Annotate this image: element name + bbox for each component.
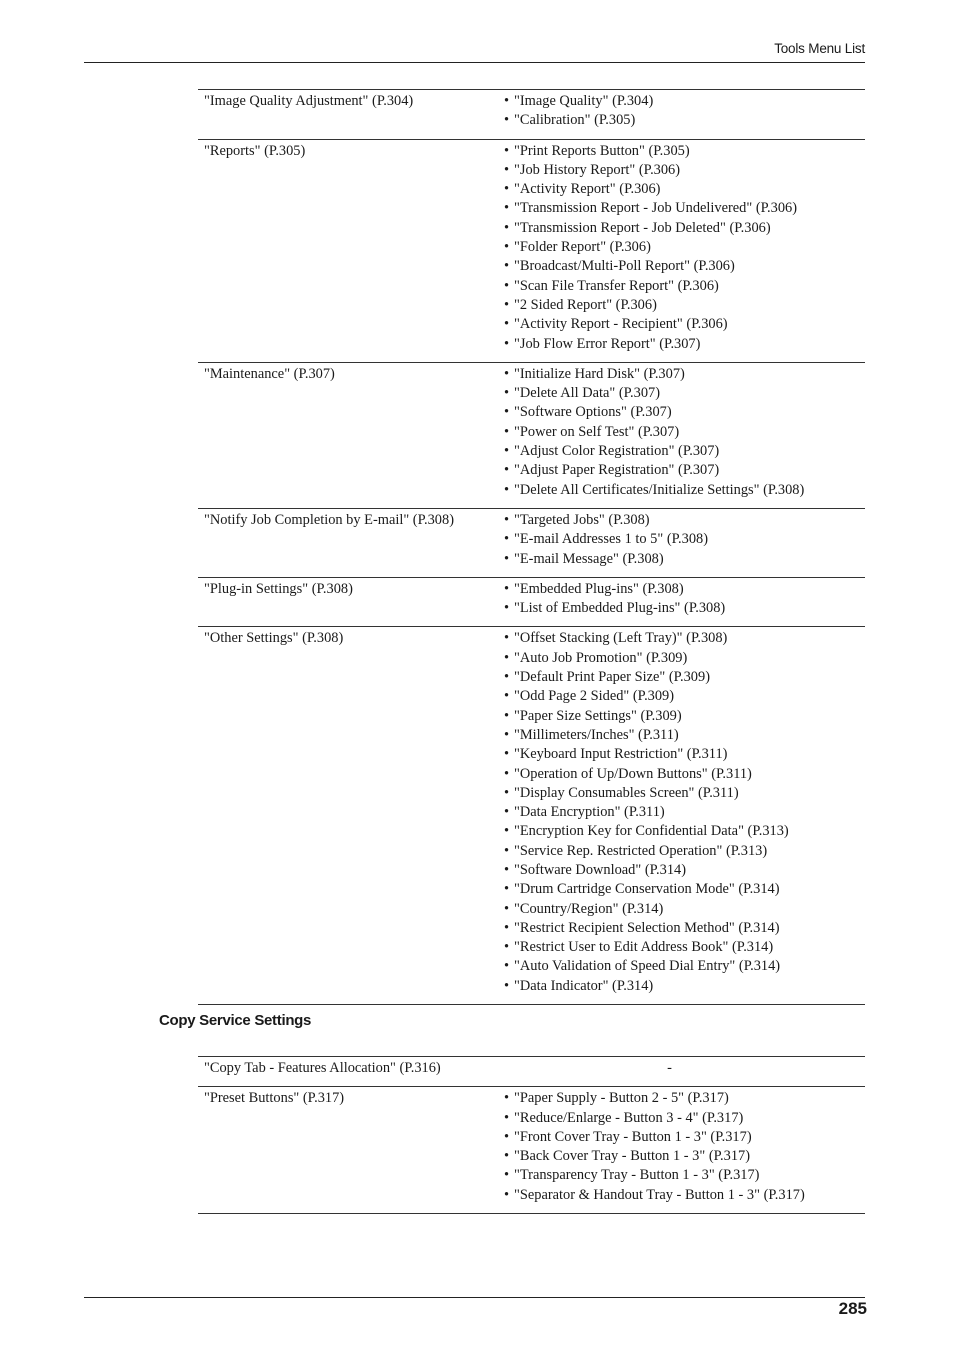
value-cell: - [667,1060,672,1076]
list-item: • "List of Embedded Plug-ins" (P.308) [504,599,865,618]
list-item: • "Data Encryption" (P.311) [504,803,865,822]
list-item: • "Transparency Tray - Button 1 - 3" (P.317) [504,1166,865,1185]
sub-items-cell [504,1087,865,1214]
list-item: • "Image Quality" (P.304) [504,92,865,111]
sub-items-cell [504,139,865,362]
footer-rule [84,1297,865,1298]
list-item: • "Restrict Recipient Selection Method" (P.314) [504,919,865,938]
sub-items-cell [504,90,865,140]
list-item: • "Drum Cartridge Conservation Mode" (P.314) [504,880,865,899]
list-item: • "Paper Supply - Button 2 - 5" (P.317) [504,1089,865,1108]
running-header: Tools Menu List [774,41,865,56]
list-item: • "Paper Size Settings" (P.309) [504,707,865,726]
list-item: • "Front Cover Tray - Button 1 - 3" (P.317) [504,1128,865,1147]
list-item: • "Offset Stacking (Left Tray)" (P.308) [504,629,865,648]
list-item: • "Calibration" (P.305) [504,111,865,130]
copy-service-settings-table [198,1056,865,1214]
sub-items-cell [504,577,865,627]
list-item: • "Transmission Report - Job Deleted" (P.306) [504,219,865,238]
list-item: • "Back Cover Tray - Button 1 - 3" (P.317) [504,1147,865,1166]
list-item: • "Restrict User to Edit Address Book" (P.314) [504,938,865,957]
table-row [198,508,865,577]
page-number: 285 [838,1299,867,1318]
table-row [198,577,865,627]
list-item: • "Embedded Plug-ins" (P.308) [504,580,865,599]
setting-name-cell: "Reports" (P.305) [204,142,306,159]
section-title: Copy Service Settings [159,1012,312,1029]
list-item: • "Data Indicator" (P.314) [504,977,865,996]
list-item: • "Activity Report" (P.306) [504,180,865,199]
table-row [198,1087,865,1214]
list-item: • "Print Reports Button" (P.305) [504,142,865,161]
list-item: • "Adjust Color Registration" (P.307) [504,442,865,461]
list-item: • "Activity Report - Recipient" (P.306) [504,315,865,334]
sub-item-list [504,365,865,500]
header-rule [84,62,865,63]
tools-menu-table [198,89,865,1005]
list-item: • "Reduce/Enlarge - Button 3 - 4" (P.317) [504,1109,865,1128]
setting-name-cell: "Other Settings" (P.308) [204,630,344,647]
list-item: • "Targeted Jobs" (P.308) [504,511,865,530]
list-item: • "Millimeters/Inches" (P.311) [504,726,865,745]
table-row [198,90,865,140]
table-row [198,627,865,1005]
list-item: • "Display Consumables Screen" (P.311) [504,784,865,803]
list-item: • "Country/Region" (P.314) [504,900,865,919]
sub-item-list [504,1089,865,1205]
setting-name-cell: "Plug-in Settings" (P.308) [204,580,353,597]
sub-item-list [504,511,865,569]
setting-name-cell: "Preset Buttons" (P.317) [204,1090,345,1107]
list-item: • "E-mail Addresses 1 to 5" (P.308) [504,530,865,549]
list-item: • "Adjust Paper Registration" (P.307) [504,461,865,480]
setting-name-cell: "Image Quality Adjustment" (P.304) [204,93,414,109]
list-item: • "Keyboard Input Restriction" (P.311) [504,745,865,764]
list-item: • "Broadcast/Multi-Poll Report" (P.306) [504,257,865,276]
list-item: • "Software Options" (P.307) [504,403,865,422]
sub-item-list [504,580,865,619]
list-item: • "Power on Self Test" (P.307) [504,423,865,442]
list-item: • "Job History Report" (P.306) [504,161,865,180]
sub-item-list [504,142,865,354]
list-item: • "Transmission Report - Job Undelivered" (P.306) [504,199,865,218]
list-item: • "Auto Validation of Speed Dial Entry" (P.314) [504,957,865,976]
list-item: • "Scan File Transfer Report" (P.306) [504,277,865,296]
table-row [198,1057,865,1087]
list-item: • "Software Download" (P.314) [504,861,865,880]
list-item: • "Operation of Up/Down Buttons" (P.311) [504,765,865,784]
list-item: • "Service Rep. Restricted Operation" (P.313) [504,842,865,861]
setting-name-cell: "Copy Tab - Features Allocation" (P.316) [204,1060,441,1076]
sub-items-cell [504,362,865,508]
list-item: • "Delete All Certificates/Initialize Settings" (P.308) [504,481,865,500]
sub-item-list [504,92,865,131]
list-item: • "Auto Job Promotion" (P.309) [504,649,865,668]
list-item: • "Job Flow Error Report" (P.307) [504,335,865,354]
list-item: • "Initialize Hard Disk" (P.307) [504,365,865,384]
setting-name-cell: "Maintenance" (P.307) [204,365,335,382]
sub-items-cell [504,627,865,1005]
list-item: • "E-mail Message" (P.308) [504,550,865,569]
sub-item-list [504,629,865,996]
list-item: • "Encryption Key for Confidential Data" (P.313) [504,822,865,841]
table-row [198,139,865,362]
sub-items-cell [504,508,865,577]
list-item: • "Default Print Paper Size" (P.309) [504,668,865,687]
list-item: • "Odd Page 2 Sided" (P.309) [504,687,865,706]
list-item: • "Delete All Data" (P.307) [504,384,865,403]
table-row [198,362,865,508]
list-item: • "2 Sided Report" (P.306) [504,296,865,315]
list-item: • "Folder Report" (P.306) [504,238,865,257]
list-item: • "Separator & Handout Tray - Button 1 - 3" (P.317) [504,1186,865,1205]
setting-name-cell: "Notify Job Completion by E-mail" (P.308) [204,511,454,528]
